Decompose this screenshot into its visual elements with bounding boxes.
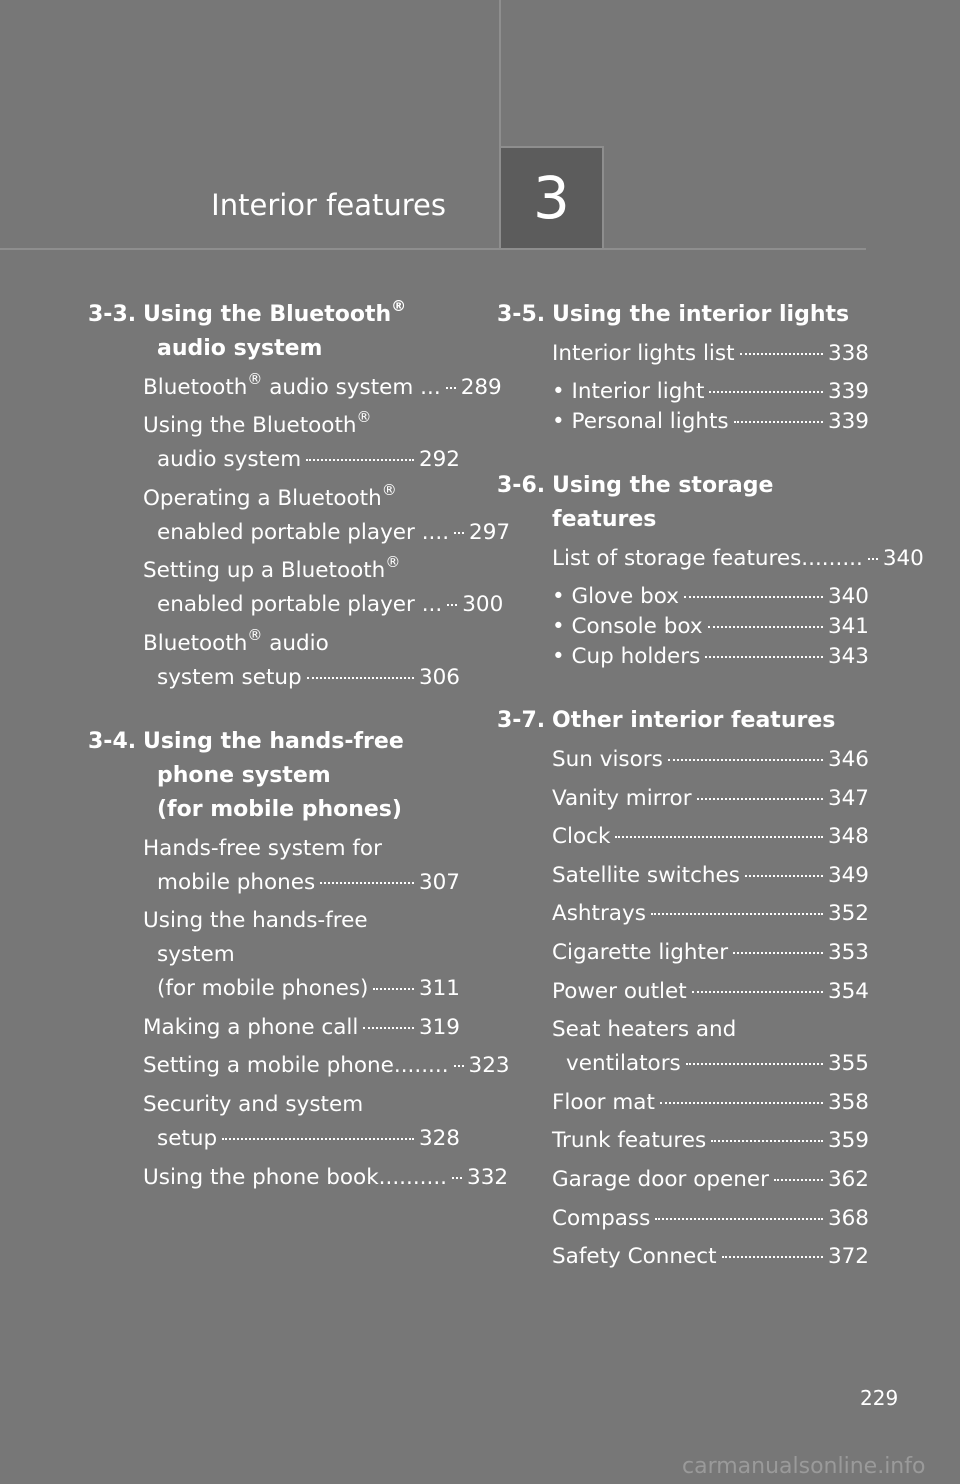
toc-page-number[interactable]: 297 [469, 519, 511, 545]
section-number: 3-6. [497, 473, 546, 499]
toc-entry-text: Operating a Bluetooth® [143, 480, 397, 511]
toc-section [497, 469, 924, 674]
toc-entry-line [552, 743, 869, 777]
dot-leader [745, 875, 823, 877]
toc-entry[interactable] [88, 553, 504, 622]
section-heading [497, 298, 869, 332]
toc-entry[interactable] [88, 1161, 509, 1195]
toc-entry-line [552, 820, 869, 854]
toc-entry[interactable] [88, 832, 460, 900]
toc-entry-list [497, 337, 869, 440]
dot-leader [697, 798, 823, 800]
dot-leader [708, 626, 823, 628]
toc-entry-line [552, 640, 869, 674]
toc-page-number[interactable]: 359 [827, 1128, 869, 1154]
toc-page-number[interactable]: 372 [827, 1244, 869, 1270]
toc-entry[interactable] [497, 1202, 869, 1236]
dot-leader [446, 387, 456, 389]
toc-entry-text: Vanity mirror [552, 785, 692, 811]
toc-page-number[interactable]: 332 [467, 1164, 509, 1190]
section-title-line: audio system [157, 336, 323, 361]
toc-entry-line [143, 554, 460, 588]
toc-entry-line [143, 443, 460, 477]
dot-leader [447, 604, 457, 606]
toc-entry-text: audio system [157, 447, 302, 473]
toc-entry[interactable] [88, 369, 502, 405]
dot-leader [711, 1140, 823, 1142]
section-heading [88, 298, 460, 366]
toc-entry-text: • Interior light [552, 379, 705, 405]
dot-leader [651, 913, 823, 915]
dot-leader [655, 1218, 823, 1220]
toc-section [88, 297, 511, 695]
toc-entry-line [143, 938, 460, 972]
toc-entry[interactable] [497, 405, 869, 439]
toc-entry[interactable] [88, 1011, 460, 1045]
toc-page-number[interactable]: 343 [827, 644, 869, 670]
dot-leader [452, 1177, 462, 1179]
section-number: 3-3. [88, 302, 137, 327]
dot-leader [733, 952, 823, 954]
dot-leader [684, 596, 823, 598]
toc-entry-line [552, 375, 869, 409]
toc-entry-text: Compass [552, 1205, 651, 1231]
toc-entry-line [143, 832, 460, 866]
toc-entry-text: Sun visors [552, 746, 663, 772]
toc-entry-text: Setting a mobile phone........ [143, 1053, 449, 1079]
toc-entry[interactable] [497, 337, 869, 371]
toc-entry-text: Interior lights list [552, 340, 735, 366]
toc-section [497, 298, 869, 439]
toc-page-number[interactable]: 340 [882, 545, 924, 571]
toc-entry-text: ventilators [566, 1051, 681, 1077]
section-title [552, 469, 869, 537]
dot-leader [868, 558, 878, 560]
toc-entry-text: • Console box [552, 614, 703, 640]
section-number: 3-7. [497, 708, 546, 734]
toc-entry-line [552, 1202, 869, 1236]
toc-entry-text: Making a phone call [143, 1014, 359, 1040]
toc-entry-line [552, 580, 869, 614]
dot-leader [668, 759, 823, 761]
dot-leader [306, 459, 414, 461]
toc-entry-text: Clock [552, 824, 611, 850]
toc-page-number[interactable]: 346 [827, 746, 869, 772]
toc-entry-text: • Personal lights [552, 409, 729, 435]
toc-entry[interactable] [88, 627, 460, 695]
dot-leader [740, 353, 823, 355]
toc-entry[interactable] [497, 1086, 869, 1120]
toc-entry-text: enabled portable player .... [157, 519, 450, 545]
toc-entry-line [552, 542, 924, 576]
toc-page-number[interactable]: 353 [827, 939, 869, 965]
section-title-line: Other interior features [552, 708, 836, 734]
toc-entry-list [497, 743, 869, 1274]
toc-page-number[interactable]: 355 [827, 1051, 869, 1077]
toc-entry-text: Garage door opener [552, 1166, 769, 1192]
toc-entry-line [143, 661, 460, 695]
toc-entry-line [143, 866, 460, 900]
toc-entry-line [143, 1122, 460, 1156]
toc-page-number[interactable]: 307 [418, 869, 460, 895]
toc-page-number[interactable]: 340 [827, 584, 869, 610]
toc-entry[interactable] [497, 542, 924, 576]
toc-page-number[interactable]: 352 [827, 901, 869, 927]
toc-entry-line [143, 1049, 510, 1083]
section-title-line: Using the Bluetooth® [143, 297, 407, 327]
toc-entry[interactable] [497, 1013, 869, 1081]
toc-entry[interactable] [497, 975, 869, 1009]
section-title-line: Using the hands-free [143, 728, 404, 754]
toc-entry-line [552, 1240, 869, 1274]
toc-entry-list [88, 369, 511, 695]
toc-entry-line [552, 337, 869, 371]
toc-entry-text: Power outlet [552, 978, 687, 1004]
toc-entry[interactable] [88, 409, 460, 477]
toc-entry-text: Bluetooth® audio [143, 625, 329, 656]
toc-page-number[interactable]: 349 [827, 862, 869, 888]
toc-page-number[interactable]: 306 [418, 664, 460, 690]
toc-entry-line [552, 1124, 869, 1158]
dot-leader [722, 1256, 823, 1258]
toc-page-number[interactable]: 354 [827, 978, 869, 1004]
toc-entry-text: Floor mat [552, 1089, 655, 1115]
toc-page-number[interactable]: 348 [827, 824, 869, 850]
dot-leader [686, 1063, 823, 1065]
toc-entry-line [552, 782, 869, 816]
dot-leader [454, 1065, 464, 1067]
toc-entry-text: Using the phone book.......... [143, 1164, 448, 1190]
toc-entry-line [143, 516, 511, 550]
dot-leader [320, 882, 414, 884]
toc-entry-text: Setting up a Bluetooth® [143, 553, 401, 584]
section-title-line: Using the interior lights [552, 302, 850, 327]
toc-entry[interactable] [497, 936, 869, 970]
toc-entry-text: Trunk features [552, 1128, 707, 1154]
dot-leader [660, 1102, 823, 1104]
dot-leader [222, 1138, 414, 1140]
toc-entry[interactable] [497, 580, 869, 614]
toc-page-number[interactable]: 328 [418, 1125, 460, 1151]
toc-entry[interactable] [497, 1240, 869, 1274]
toc-entry[interactable] [497, 897, 869, 931]
dot-leader [454, 532, 464, 534]
toc-entry-line [552, 405, 869, 439]
toc-page-number[interactable]: 338 [827, 340, 869, 366]
page-number: 229 [860, 1386, 899, 1410]
toc-entry-text: • Cup holders [552, 644, 701, 670]
dot-leader [709, 391, 823, 393]
dot-leader [734, 421, 823, 423]
toc-entry-text: List of storage features......... [552, 545, 863, 571]
toc-entry-list [497, 542, 924, 675]
toc-entry[interactable] [497, 610, 869, 644]
header-horizontal-rule [0, 248, 866, 250]
toc-entry-text: Satellite switches [552, 862, 740, 888]
section-title [143, 725, 460, 827]
toc-entry-line [552, 1047, 869, 1081]
toc-entry-line [143, 1011, 460, 1045]
toc-entry-list [88, 832, 510, 1195]
toc-section [497, 704, 869, 1274]
dot-leader [307, 677, 414, 679]
toc-page-number[interactable]: 362 [827, 1166, 869, 1192]
dot-leader [363, 1027, 414, 1029]
toc-entry[interactable] [497, 859, 869, 893]
section-title [552, 298, 869, 332]
toc-entry-line [552, 859, 869, 893]
toc-entry[interactable] [497, 743, 869, 777]
toc-entry-text: Security and system [143, 1091, 364, 1117]
toc-entry-line [143, 588, 504, 622]
toc-entry-line [143, 482, 460, 516]
dot-leader [615, 836, 823, 838]
toc-right-column [497, 298, 924, 1304]
toc-entry-text: Seat heaters and [552, 1017, 737, 1043]
toc-page-number[interactable]: 300 [462, 592, 504, 618]
chapter-number: 3 [533, 164, 570, 232]
chapter-number-box [499, 146, 604, 250]
section-title [552, 704, 869, 738]
toc-entry-text: system [157, 942, 235, 968]
toc-page-number[interactable]: 323 [468, 1053, 510, 1079]
toc-entry[interactable] [88, 1049, 510, 1083]
toc-entry-text: Hands-free system for [143, 835, 382, 861]
toc-entry-line [143, 1088, 460, 1122]
section-heading [497, 704, 869, 738]
toc-entry-text: setup [157, 1125, 218, 1151]
toc-entry-text: enabled portable player ... [157, 592, 443, 618]
dot-leader [705, 656, 823, 658]
section-number: 3-5. [497, 302, 546, 327]
toc-entry-line [552, 1163, 869, 1197]
toc-left-column [88, 297, 511, 1225]
toc-entry-line [143, 409, 460, 443]
toc-entry-text: Cigarette lighter [552, 939, 729, 965]
toc-entry[interactable] [497, 1124, 869, 1158]
toc-entry-text: (for mobile phones) [157, 976, 369, 1002]
toc-entry[interactable] [88, 904, 460, 1006]
chapter-title: Interior features [211, 188, 446, 222]
section-title-line: phone system [157, 762, 331, 788]
toc-entry-line [143, 369, 502, 405]
toc-entry-line [552, 936, 869, 970]
toc-entry-line [143, 972, 460, 1006]
toc-page-number[interactable]: 368 [827, 1205, 869, 1231]
toc-entry-text: system setup [157, 664, 302, 690]
section-title [143, 298, 460, 366]
toc-entry[interactable] [497, 782, 869, 816]
toc-entry-text: mobile phones [157, 869, 316, 895]
toc-entry-line [552, 610, 869, 644]
section-heading [88, 725, 460, 827]
toc-page-number[interactable]: 289 [460, 374, 502, 400]
watermark: carmanualsonline.info [682, 1454, 926, 1479]
toc-entry-line [143, 627, 460, 661]
section-title-line: (for mobile phones) [157, 796, 402, 822]
toc-entry[interactable] [88, 480, 511, 550]
section-number: 3-4. [88, 728, 137, 754]
dot-leader [692, 991, 823, 993]
toc-entry-line [552, 897, 869, 931]
toc-entry[interactable] [497, 1163, 869, 1197]
toc-entry[interactable] [497, 375, 869, 409]
toc-section [88, 725, 510, 1195]
toc-entry-text: Using the Bluetooth® [143, 408, 372, 439]
toc-page-number[interactable]: 319 [418, 1014, 460, 1040]
toc-entry[interactable] [497, 640, 869, 674]
toc-entry-line [143, 904, 460, 938]
toc-entry-text: Safety Connect [552, 1244, 717, 1270]
toc-page-number[interactable]: 339 [827, 409, 869, 435]
toc-entry[interactable] [497, 820, 869, 854]
toc-entry-text: Using the hands-free [143, 908, 368, 934]
toc-entry-line [143, 1161, 509, 1195]
toc-page-number[interactable]: 358 [827, 1089, 869, 1115]
section-title-line: Using the storage features [552, 473, 774, 533]
dot-leader [774, 1179, 823, 1181]
toc-page-number[interactable]: 341 [827, 614, 869, 640]
toc-entry-line [552, 975, 869, 1009]
toc-entry-text: Bluetooth® audio system ... [143, 369, 441, 400]
toc-page-number[interactable]: 339 [827, 379, 869, 405]
toc-entry[interactable] [88, 1088, 460, 1156]
dot-leader [373, 988, 414, 990]
toc-entry-text: Ashtrays [552, 901, 646, 927]
section-heading [497, 469, 869, 537]
toc-page-number[interactable]: 311 [418, 976, 460, 1002]
toc-page-number[interactable]: 292 [418, 447, 460, 473]
toc-page-number[interactable]: 347 [827, 785, 869, 811]
toc-entry-line [552, 1013, 869, 1047]
toc-entry-text: • Glove box [552, 584, 679, 610]
toc-entry-line [552, 1086, 869, 1120]
